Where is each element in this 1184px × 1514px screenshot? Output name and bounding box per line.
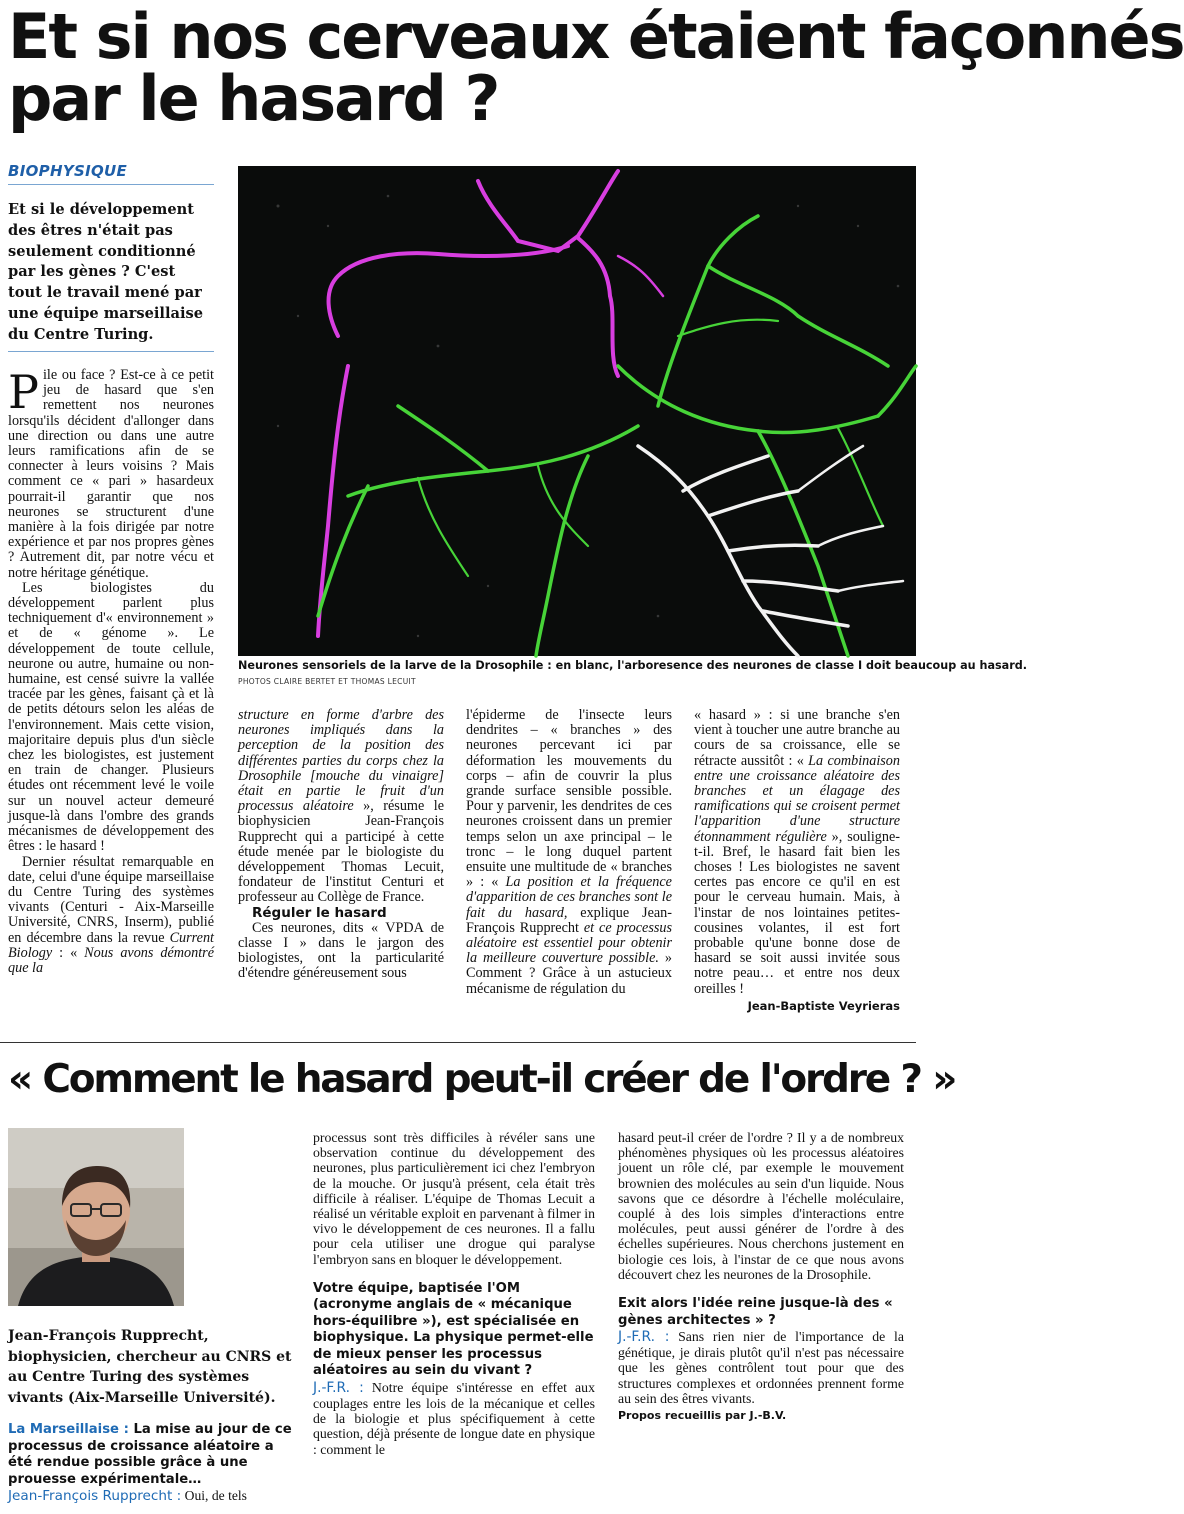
paragraph-text: l'épiderme de l'insecte leurs dendrites – « branches » des neurones percevant ici par déformation les mouvements du corps – afin de couvrir la plus grande surface sensible possible. Pour y parvenir, les dendrites de ces neurones croissent dans un premier temps selon un axe principal – le tronc – le long duquel partent ensuite une multitude de « branches » : « <box>466 707 672 891</box>
paragraph <box>8 365 214 581</box>
answer-label: J.-F.R. : <box>618 1329 670 1346</box>
paragraph <box>8 855 214 977</box>
article-column-2 <box>238 708 444 1036</box>
question-text: La mise au jour de ce processus de croissance aléatoire a été rendue possible grâce à une prouesse expérimentale… <box>8 1422 292 1487</box>
chapo: Et si le développement des êtres n'était pas seulement conditionné par les gènes ? C'est tout le travail mené par une équipe marseillaise du Centre Turing. <box>8 201 204 343</box>
paragraph <box>466 708 672 997</box>
answer-continued: processus sont très difficiles à révéler sans une observation continue du développement des neurones, plus particulièrement ici chez l'embryon de la mouche. Or jusqu'à présent, cela était très difficile à réaliser. L'équipe de Thomas Lecuit a réalisé un véritable exploit en parvenant à filmer in vivo le développement de ces neurones. Il a fallu pour cela utiliser une drogue qui paralyse l'embryon sans en bloquer le développement. <box>313 1130 595 1267</box>
paragraph <box>238 708 444 906</box>
paragraph-text: : « <box>52 944 85 961</box>
paragraph: Les biologistes du développement parlent plus techniquement d'« environnement » et de « génome ». Le développement de toute cellule, neurone ou autre, humaine ou non-humaine, est censé suivre la vallée tracée par les gènes, faisant çà et là de petits détours selon les aléas de l'environnement. Mais cette vision, majoritaire depuis plus d'un siècle chez les biologistes, est justement en train de changer. Plusieurs études ont récemment levé le voile sur un nouvel acteur demeuré jusque-là dans l'ombre des grands mécanismes de développement des êtres : le hasard ! <box>8 579 214 855</box>
quote-text: La combinaison entre une croissance aléatoire des branches et un élagage des ramifications qui se croisent permet l'apparition d'une structure étonnamment régulière <box>694 752 900 845</box>
paragraph-text: « hasard » : si une branche s'en vient à toucher une autre branche au cours de sa croissance, elle se rétracte aussitôt : « <box>694 707 900 769</box>
portrait-photo <box>8 1128 184 1306</box>
interview-headline: « Comment le hasard peut-il créer de l'ordre ? » <box>8 1057 956 1102</box>
answer-label: J.-F.R. : <box>313 1379 364 1396</box>
paragraph-text: », souligne-t-il. Bref, le hasard fait bien les choses ! Les biologistes ne savent certes pas encore ce qu'il en est pour le cerveau humain. Mais, à l'instar de nos lointaines petites-cousines volantes, il est fort probable qu'une bonne dose de hasard se soit aussi invitée sous notre peau… et entre nos deux oreilles ! <box>694 828 900 997</box>
neuron-illustration <box>238 166 916 656</box>
paragraph-text: » Comment ? Grâce à un astucieux mécanisme de régulation du <box>466 950 672 997</box>
quote-text: et ce processus aléatoire est essentiel pour obtenir la meilleure couverture possible. <box>466 919 672 967</box>
photo-credit: PHOTOS CLAIRE BERTET ET THOMAS LECUIT <box>238 677 416 686</box>
article-column-1 <box>8 365 214 1036</box>
paragraph-text: explique Jean-François Rupprecht <box>466 904 672 936</box>
answer-label: Jean-François Rupprecht : <box>8 1488 182 1504</box>
photo-caption: Neurones sensoriels de la larve de la Drosophile : en blanc, l'arboresence des neurones de classe I doit beaucoup au hasard. <box>238 659 1027 672</box>
answer-text: Notre équipe s'intéresse en effet aux couplages entre les lois de la mécanique et celles de la biologie et plus spécifiquement à cette question, déjà présente de longue date en physique : comment le <box>313 1379 595 1457</box>
interview-column-3 <box>618 1130 904 1512</box>
answer-text: Oui, de tels <box>181 1488 247 1503</box>
quote-text: structure en forme d'arbre des neurones impliqués dans la perception de la position des différentes parties du corps chez la Drosophile [mouche du vinaigre] était en partie le fruit d'un processus aléatoire <box>238 707 444 815</box>
journal-name: Current Biology <box>8 929 214 961</box>
subheading: Réguler le hasard <box>252 904 387 921</box>
interviewer-label: La Marseillaise : <box>8 1422 129 1437</box>
paragraph-text: », résume le biophysicien Jean-François Rupprecht qui a participé à cette étude menée par le biologiste du développement Thomas Lecuit, fondateur de l'institut Centuri et professeur au Collège de France. <box>238 798 444 906</box>
paragraph-text: Dernier résultat remarquable en date, celui d'une équipe marseillaise du Centre Turing des systèmes vivants (Centuri - Aix-Marseille Université, CNRS, Inserm), publié en décembre dans la revue <box>8 853 214 946</box>
interview-column-2 <box>313 1130 595 1512</box>
paragraph: Ces neurones, dits « VPDA de classe I » dans le jargon des biologistes, ont la particularité d'étendre généreusement sous <box>238 919 444 982</box>
question: Exit alors l'idée reine jusque-là des « gènes architectes » ? <box>618 1296 893 1328</box>
article-column-4 <box>694 708 900 1036</box>
interview-credit: Propos recueillis par J.-B.V. <box>618 1409 787 1423</box>
answer <box>618 1329 904 1406</box>
interview-column-1 <box>8 1422 294 1505</box>
interviewee-bio: Jean-François Rupprecht, biophysicien, chercheur au CNRS et au Centre Turing des systèmes vivants (Aix-Marseille Université). <box>8 1328 292 1406</box>
byline: Jean-Baptiste Veyrieras <box>747 998 900 1013</box>
drop-cap: P <box>8 365 39 419</box>
quote-text: Nous avons démontré que la <box>8 944 214 976</box>
answer-continued: hasard peut-il créer de l'ordre ? Il y a de nombreux phénomènes physiques où les processus aléatoires jouent un rôle clé, par exemple le mouvement brownien des molécules au sein d'un liquide. Nous savons que ce désordre à l'échelle moléculaire, couplé à des lois simples d'interactions entre molécules, peut aussi générer de l'ordre à des échelles supérieures. Nous cherchons justement en biologie ces lois, à l'instar de ce que nous avons découvert chez les neurones de la Drosophile. <box>618 1130 904 1282</box>
chapo-divider <box>8 351 214 352</box>
neuron-photo <box>238 166 916 656</box>
answer-text: Sans rien nier de l'importance de la génétique, je dirais plutôt qu'il n'est pas nécessaire que les gènes contrôlent tout pour que des structures complexes et ordonnées prennent forme au sein des êtres vivants. <box>618 1329 904 1406</box>
rubric: BIOPHYSIQUE <box>8 162 214 185</box>
paragraph <box>694 708 900 997</box>
answer <box>8 1488 294 1505</box>
quote-text: La position et la fréquence d'apparition de ces branches sont le fait du hasard, <box>466 874 672 921</box>
portrait-illustration <box>8 1128 184 1306</box>
question <box>8 1422 294 1488</box>
answer <box>313 1380 595 1457</box>
question: Votre équipe, baptisée l'OM (acronyme anglais de « mécanique hors-équilibre »), est spécialisée en biophysique. La physique permet-elle de mieux penser les processus aléatoires au sein du vivant ? <box>313 1280 594 1379</box>
headline-line-2: par le hasard ? <box>8 62 499 135</box>
article-column-3 <box>466 708 672 1036</box>
section-divider <box>0 1042 916 1043</box>
headline-line-1: Et si nos cerveaux étaient façonnés <box>8 0 1184 73</box>
paragraph-text: ile ou face ? Est-ce à ce petit jeu de hasard que s'en remettent nos neurones lorsqu'ils décident d'allonger dans une direction ou dans une autre leurs ramifications afin de se connecter à leurs voisins ? Mais comment ce « pari » hasardeux pourrait-il garantir que nos neurones se structurent d'une manière à la fois dirigée par notre expérience et par nos propres gènes ? Autrement dit, par notre vécu et notre héritage génétique. <box>8 367 214 581</box>
headline <box>8 0 1184 135</box>
